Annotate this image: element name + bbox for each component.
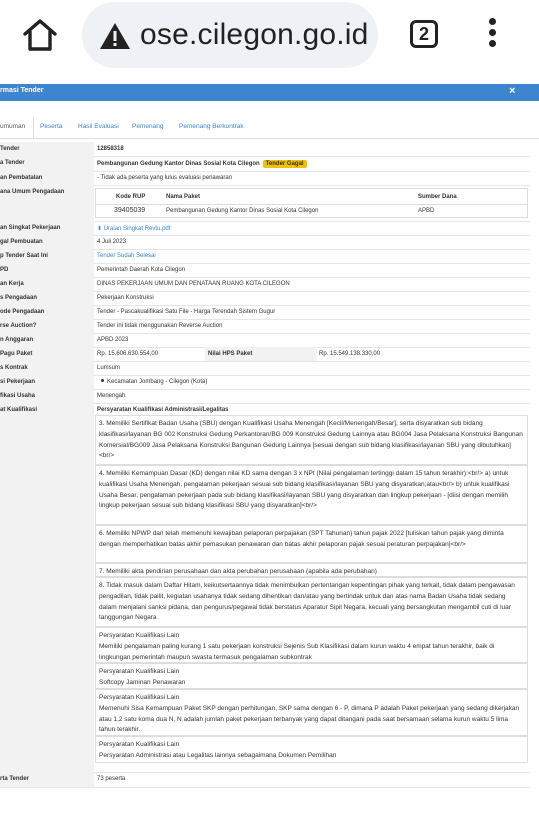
- pagu-value: Rp. 15.606.630.554,00: [97, 351, 159, 357]
- download-icon: ⬇: [97, 226, 103, 232]
- jenis-value: Pekerjaan Konstruksi: [97, 295, 154, 301]
- rup-header-nama: Nama Paket: [166, 194, 201, 200]
- more-menu-icon[interactable]: [486, 18, 498, 52]
- reverse-value: Tender ini tidak menggunakan Reverse Auction: [97, 323, 223, 329]
- modal-header: [0, 84, 539, 101]
- tab-hasil-evaluasi[interactable]: Hasil Evaluasi: [78, 123, 119, 130]
- row-anggaran: [0, 333, 530, 348]
- rup-kode-value: 39405039: [114, 207, 146, 214]
- row-label: s Pengadaan: [0, 291, 94, 305]
- other-qual-title: Persyaratan Kualifikasi Lain: [99, 741, 180, 748]
- lokasi-value: [97, 379, 207, 385]
- row-label: n Anggaran: [0, 333, 94, 347]
- tanggal-value: 4 Juli 2023: [97, 239, 127, 245]
- other-qual-title: Persyaratan Kualifikasi Lain: [99, 632, 180, 639]
- tab-pemenang[interactable]: Pemenang: [132, 123, 164, 130]
- klpd-value: Pemerintah Daerah Kota Cilegon: [97, 267, 186, 273]
- row-syarat-kualifikasi: [0, 403, 530, 773]
- warning-icon[interactable]: [99, 22, 131, 50]
- tab-pemenang-berkontrak[interactable]: Pemenang Berkontrak: [179, 123, 244, 130]
- nama-tender-text: Pembangunan Gedung Kantor Dinas Sosial Kota Cilegon: [97, 161, 260, 167]
- url-text: ose.cilegon.go.id: [140, 18, 369, 51]
- tab-switcher-button[interactable]: 2: [410, 20, 438, 48]
- qualification-item: 6. Memiliki NPWP dan telah memenuhi kewajiban pelaporan perpajakan (SPT Tahunan) tahun pajak 2022 [tuliskan tahun pajak yang diminta dengan memperhatikan batas akhir pemasukan penawaran dan batas akhir pelaporan pajak sesuai peraturan perpajakan]<br/>: [95, 525, 528, 563]
- row-label: rse Auction?: [0, 319, 94, 333]
- browser-toolbar: [0, 0, 539, 82]
- row-label: s Kontrak: [0, 361, 94, 375]
- row-label: p Tender Saat Ini: [0, 249, 94, 263]
- row-label: fikasi Usaha: [0, 389, 94, 403]
- row-label: a Tender: [0, 156, 94, 171]
- other-qual-title: Persyaratan Kualifikasi Lain: [99, 694, 180, 701]
- rup-nama-value: Pembangunan Gedung Kantor Dinas Sosial Kota Cilegon: [166, 208, 319, 214]
- lokasi-text: Kecamatan Jombang - Cilegon (Kota): [107, 379, 208, 385]
- other-qualification-item: [95, 663, 528, 689]
- row-label: PD: [0, 263, 94, 277]
- qualification-item: 4. Memiliki Kemampuan Dasar (KD) dengan nilai KD sama dengan 3 x NPt (Nilai pengalaman tertinggi dalam 15 tahun terakhir):<br/> a) untuk kualifikasi Usaha Menengah, pengalaman pekerjaan sesuai sub bidang klasifikasi/layanan SBU yang disyaratkan;atau<br/> b) untuk kualifikasi Usaha Besar, pengalaman pekerjaan pada sub bidang klasifikasi/layanan SBU yang disyaratkan dan lingkup pekerjaan - [diisi dengan memilih lingkup pekerjaan sesuai sub bidang klasifikasi SBU yang disyaratkan]<br/>: [95, 465, 528, 525]
- syarat-heading: Persyaratan Kualifikasi Administrasi/Legalitas: [97, 407, 229, 413]
- row-satker: [0, 277, 530, 292]
- anggaran-value: APBD 2023: [97, 337, 129, 343]
- kontrak-value: Lumsum: [97, 365, 121, 371]
- tab-divider: [0, 138, 539, 139]
- row-label: Pagu Paket: [0, 347, 94, 361]
- uraian-link[interactable]: [97, 225, 170, 232]
- tab-bar: [0, 101, 539, 141]
- rup-table: [95, 188, 528, 218]
- row-label: rta Tender: [0, 772, 94, 787]
- row-nama-tender: [0, 156, 530, 172]
- other-qualification-item: [95, 689, 528, 736]
- row-tahap: [0, 249, 530, 264]
- other-qual-text: Persyaratan Administrasi atau Legalitas lainnya sebagaimana Dokumen Pemilihan: [99, 751, 337, 759]
- row-label: at Kualifikasi: [0, 403, 94, 772]
- other-qualification-item: [95, 627, 528, 663]
- row-label: an Kerja: [0, 277, 94, 291]
- kode-tender-value: 12858318: [97, 146, 124, 152]
- uraian-link-text[interactable]: Uraian Singkat Revtu.pdf: [103, 226, 171, 232]
- bullet-icon: [101, 379, 104, 382]
- alasan-value: - Tidak ada peserta yang lulus evaluasi penawaran: [97, 175, 233, 181]
- row-kontrak: [0, 361, 530, 376]
- qualification-item: 8. Tidak masuk dalam Daftar Hitam, keikutsertaannya tidak menimbulkan pertentangan kepentingan pihak yang terkait, tidak dalam pengawasan pengadilan, tidak pailit, kegiatan usahanya tidak sedang dihentikan dan/atau yang bertindak untuk dan atas nama Badan Usaha tidak sedang dalam menjalani sanksi pidana, dan pengurus/pegawai tidak berstatus Aparatur Sipil Negara, kecuali yang bersangkutan mengambil cuti di luar tanggungan Negara: [95, 577, 528, 627]
- rup-divider: [96, 204, 527, 205]
- tab-peserta[interactable]: Peserta: [40, 123, 63, 130]
- row-reverse-auction: [0, 319, 530, 334]
- metode-value: Tender - Pascakualifikasi Satu File - Harga Terendah Sistem Gugur: [97, 309, 276, 315]
- tab-pengumuman[interactable]: umuman: [0, 117, 34, 139]
- hps-label: Nilai HPS Paket: [208, 351, 253, 357]
- nama-tender-value: [97, 160, 307, 168]
- row-metode: [0, 305, 530, 320]
- satker-value: DINAS PEKERJAAN UMUM DAN PENATAAN RUANG KOTA CILEGON: [97, 281, 290, 287]
- close-icon[interactable]: ×: [509, 85, 516, 97]
- home-icon[interactable]: [22, 18, 58, 52]
- row-label: an Singkat Pekerjaan: [0, 221, 94, 235]
- row-pagu: [0, 347, 530, 362]
- qualification-item: 3. Memiliki Sertifikat Badan Usaha (SBU) dengan Kualifikasi Usaha Menengah [Kecil/Menengah/Besar], serta disyaratkan sub bidang klasifikasi/layanan BG 002 Konstruksi Gedung Perkantoran/BG 009 Konstruksi Gedung Lainnya atau BG004 Jasa Pelaksana Konstruksi Bangunan Komersial/BG009 Jasa Pelaksana Konstruksi Bangunan Gedung Lainnya [sesuai dengan sub bidang klasifikasi/layanan SBU yang dibutuhkan]<br/>: [95, 415, 528, 465]
- row-kode-tender: [0, 142, 530, 157]
- other-qual-title: Persyaratan Kualifikasi Lain: [99, 668, 180, 675]
- row-lokasi: [0, 375, 530, 390]
- qualification-item: 7. Memiliki akta pendirian perusahaan dan akta perubahan perusahaan (apabila ada perubahan): [95, 563, 528, 577]
- other-qual-text: Memenuhi Sisa Kemampuan Paket SKP dengan perhitungan, SKP sama dengan 6 - P, dimana P adalah Paket pekerjaan yang sedang dikerjakan atau 1,2 satu koma dua N, N adalah jumlah paket pekerjaan terbanyak yang dapat ditangani pada saat bersamaan selama kurun waktu 5 lima tahun terakhir.: [99, 704, 520, 734]
- row-label: ode Pengadaan: [0, 305, 94, 319]
- row-peserta-tender: [0, 772, 530, 788]
- modal-title: rmasi Tender: [0, 87, 44, 94]
- row-kualifikasi-usaha: [0, 389, 530, 404]
- row-rencana-umum: [0, 185, 530, 222]
- row-jenis-pengadaan: [0, 291, 530, 306]
- status-badge: Tender Gagal: [263, 160, 307, 168]
- kualifikasi-usaha-value: Menengah: [97, 393, 126, 399]
- tahap-link[interactable]: Tender Sudah Selesai: [97, 253, 156, 259]
- row-uraian: [0, 221, 530, 236]
- row-label: ana Umum Pengadaan: [0, 185, 94, 221]
- rup-header-kode: Kode RUP: [116, 194, 146, 200]
- row-label: Tender: [0, 142, 94, 156]
- other-qual-text: Memiliki pengalaman paling kurang 1 satu pekerjaan konstruksi Sejenis Sub Klasifikasi dalam kurun waktu 4 empat tahun terakhir, baik di lingkungan pemerintah maupun swasta termasuk pengalaman subkontrak: [99, 642, 495, 661]
- hps-value: Rp. 15.549.138.330,00: [319, 351, 381, 357]
- rup-header-sumber: Sumber Dana: [418, 194, 457, 200]
- address-bar[interactable]: [82, 2, 378, 68]
- row-alasan-pembatalan: [0, 171, 530, 186]
- row-label: gal Pembuatan: [0, 235, 94, 249]
- row-label: si Pekerjaan: [0, 375, 94, 389]
- rup-sumber-value: APBD: [418, 208, 435, 214]
- row-klpd: [0, 263, 530, 278]
- other-qualification-item: [95, 736, 528, 763]
- other-qual-text: Softcopy Jaminan Penawaran: [99, 678, 186, 686]
- row-label: an Pembatalan: [0, 171, 94, 185]
- peserta-value: 73 peserta: [97, 776, 126, 782]
- row-tanggal: [0, 235, 530, 250]
